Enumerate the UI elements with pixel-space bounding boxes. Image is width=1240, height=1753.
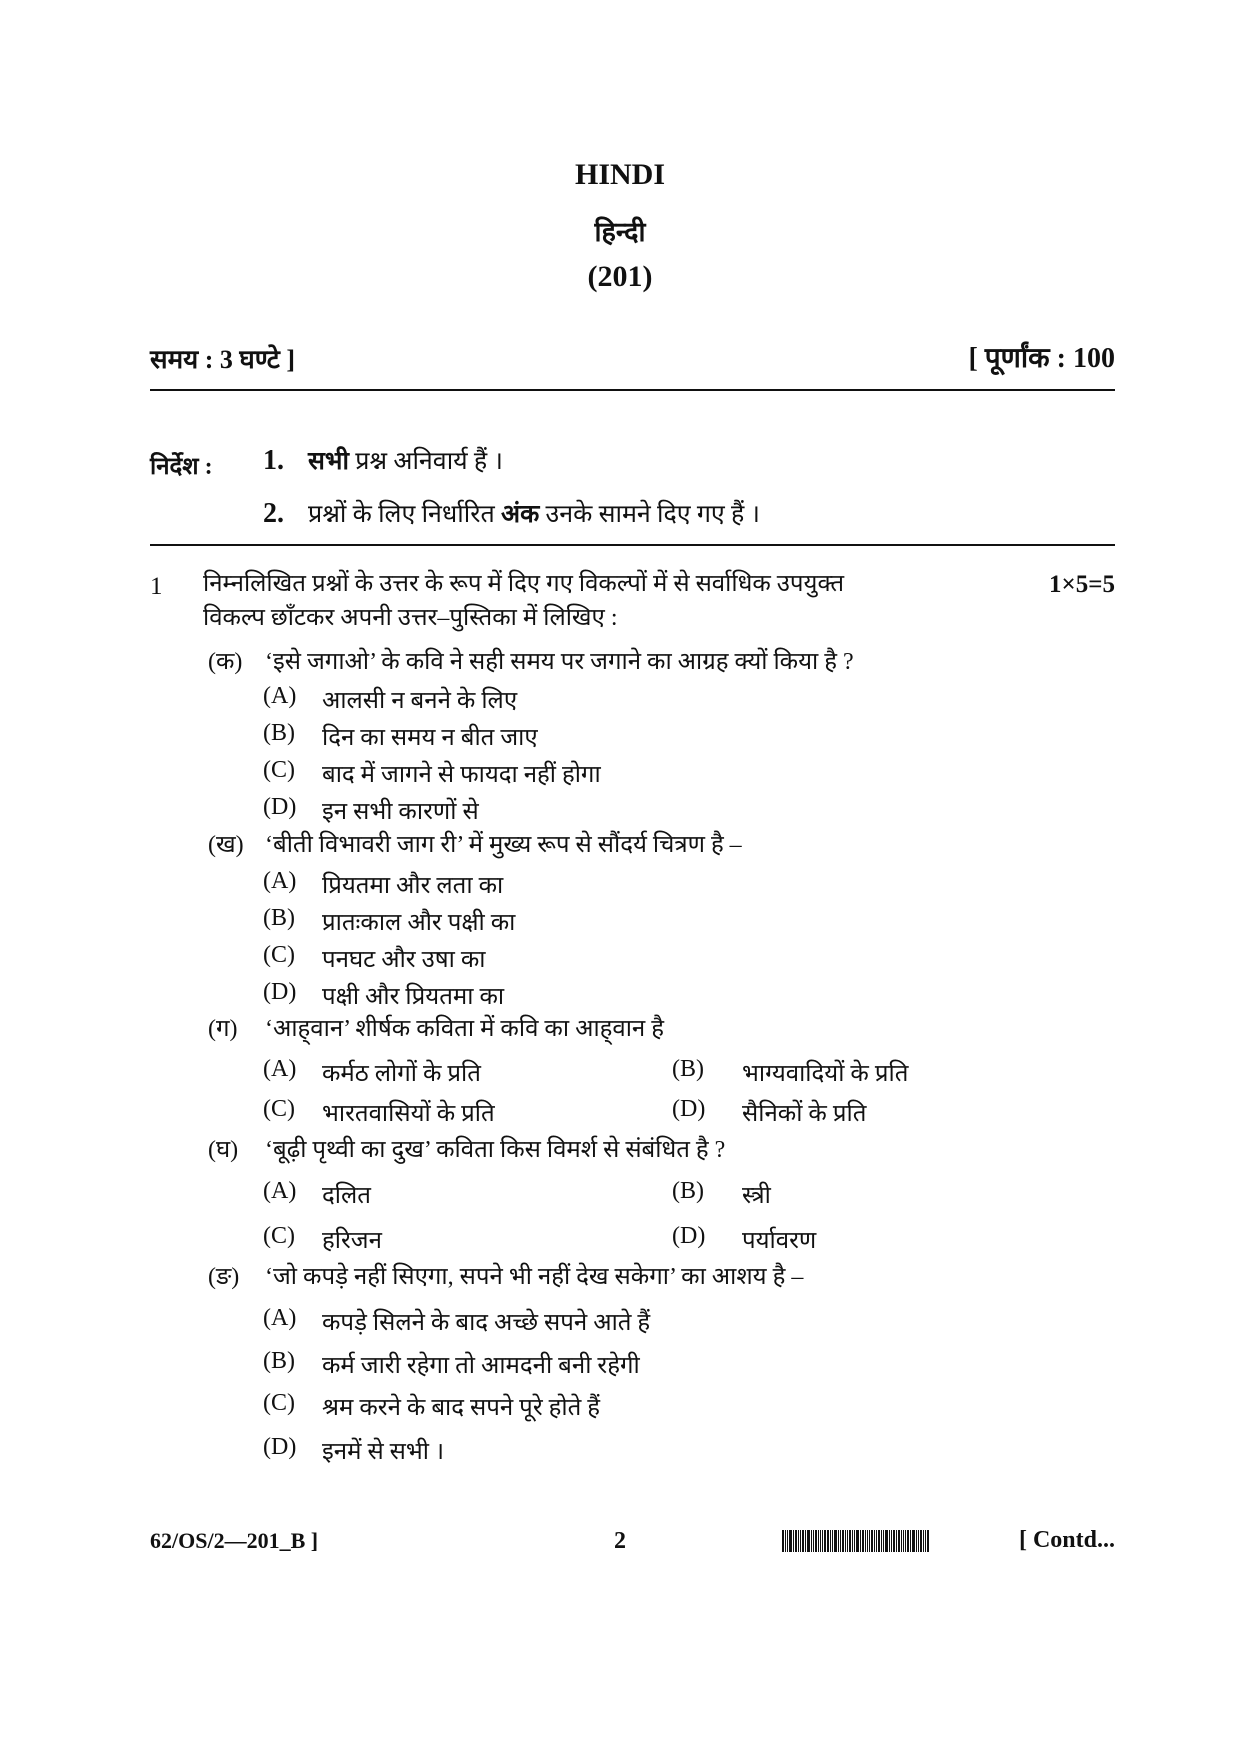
barcode-bar: [845, 1530, 846, 1552]
barcode-bar: [923, 1530, 924, 1552]
barcode-bar: [878, 1530, 880, 1552]
option-label: (B): [672, 1056, 704, 1082]
instruction-item-2: [263, 496, 760, 530]
option-text: पनघट और उषा का: [322, 947, 486, 973]
barcode-bar: [807, 1530, 810, 1552]
question-text-line-2: विकल्प छाँटकर अपनी उत्तर–पुस्तिका में लिखिए :: [203, 605, 618, 631]
option-text: आलसी न बनने के लिए: [322, 688, 518, 714]
barcode-bar: [852, 1530, 853, 1552]
option-label: (B): [672, 1178, 704, 1204]
option-text: पर्यावरण: [742, 1228, 817, 1254]
barcode-bar: [920, 1530, 922, 1552]
barcode-bar: [889, 1530, 890, 1552]
barcode-bar: [901, 1530, 902, 1552]
time-allowed: समय : 3 घण्टे ]: [150, 345, 296, 374]
option-text: प्रातःकाल और पक्षी का: [322, 910, 516, 936]
option-label: (D): [263, 794, 297, 820]
barcode-bar: [912, 1530, 915, 1552]
barcode-bar: [793, 1530, 794, 1552]
instruction-bold-word: सभी: [308, 448, 349, 475]
barcode-bar: [798, 1530, 799, 1552]
option-label: (A): [263, 1305, 297, 1331]
barcode-bar: [898, 1530, 900, 1552]
barcode-bar: [862, 1530, 864, 1552]
barcode-bar: [891, 1530, 892, 1552]
barcode-bar: [905, 1530, 906, 1552]
barcode-bar: [869, 1530, 870, 1552]
barcode-bar: [815, 1530, 817, 1552]
barcode-bar: [795, 1530, 797, 1552]
option-label: (A): [263, 1178, 297, 1204]
option-label: (A): [263, 1056, 297, 1082]
option-text: हरिजन: [322, 1228, 382, 1254]
barcode-bar: [805, 1530, 806, 1552]
barcode-bar: [811, 1530, 812, 1552]
instructions-label: निर्देश :: [150, 454, 213, 480]
option-label: (B): [263, 1348, 295, 1374]
instruction-text: प्रश्न अनिवार्य हैं ।: [348, 448, 503, 475]
option-label: (C): [263, 757, 295, 783]
barcode-bar: [785, 1530, 786, 1552]
part-question: ‘इसे जगाओ’ के कवि ने सही समय पर जगाने का आग्रह क्यों किया है ?: [265, 649, 854, 675]
barcode-bar: [918, 1530, 919, 1552]
barcode-bar: [907, 1530, 909, 1552]
option-label: (A): [263, 868, 297, 894]
option-label: (D): [672, 1096, 706, 1122]
barcode-bar: [813, 1530, 814, 1552]
barcode-bar: [822, 1530, 823, 1552]
barcode-bar: [789, 1530, 792, 1552]
option-text: इनमें से सभी ।: [322, 1439, 445, 1465]
part-label: (ख): [208, 832, 244, 858]
barcode-bar: [830, 1530, 831, 1552]
subject-title-hindi: हिन्दी: [594, 217, 646, 247]
option-text: कर्मठ लोगों के प्रति: [322, 1061, 481, 1087]
contd-label: [ Contd...: [1018, 1527, 1115, 1553]
option-label: (C): [263, 1096, 295, 1122]
barcode-bar: [876, 1530, 877, 1552]
part-question: ‘बीती विभावरी जाग री’ में मुख्य रूप से सौंदर्य चित्रण है –: [265, 832, 742, 858]
part-question: ‘जो कपड़े नहीं सिएगा, सपने भी नहीं देख सकेगा’ का आशय है –: [265, 1264, 804, 1290]
option-text: भारतवासियों के प्रति: [322, 1101, 495, 1127]
barcode-bar: [925, 1530, 926, 1552]
barcode-bar: [847, 1530, 848, 1552]
instruction-text: उनके सामने दिए गए हैं ।: [539, 501, 760, 528]
part-question: ‘आह्‌वान’ शीर्षक कविता में कवि का आह्‌वान है: [265, 1016, 664, 1042]
barcode-bar: [834, 1530, 837, 1552]
option-label: (A): [263, 683, 297, 709]
option-label: (C): [263, 1390, 295, 1416]
barcode-bar: [849, 1530, 851, 1552]
part-label: (क): [208, 649, 243, 675]
barcode: [782, 1530, 930, 1552]
barcode-bar: [800, 1530, 801, 1552]
barcode-bar: [865, 1530, 866, 1552]
divider-bottom: [150, 544, 1115, 546]
option-label: (D): [263, 1434, 297, 1460]
barcode-bar: [854, 1530, 855, 1552]
option-label: (D): [263, 979, 297, 1005]
barcode-bar: [787, 1530, 788, 1552]
instruction-item-1: [263, 443, 503, 477]
option-text: प्रियतमा और लता का: [322, 873, 504, 899]
barcode-bar: [820, 1530, 821, 1552]
barcode-bar: [871, 1530, 873, 1552]
question-text-line-1: निम्नलिखित प्रश्नों के उत्तर के रूप में दिए गए विकल्पों में से सर्वाधिक उपयुक्त: [203, 571, 845, 597]
subject-title-english: HINDI: [574, 158, 665, 191]
question-number: 1: [150, 573, 163, 600]
option-text: दलित: [322, 1183, 371, 1209]
part-label: (घ): [208, 1137, 239, 1163]
part-question: ‘बूढ़ी पृथ्वी का दुख’ कविता किस विमर्श से संबंधित है ?: [265, 1137, 726, 1163]
barcode-bar: [910, 1530, 911, 1552]
barcode-bar: [782, 1530, 784, 1552]
option-text: श्रम करने के बाद सपने पूरे होते हैं: [322, 1395, 601, 1421]
barcode-bar: [840, 1530, 841, 1552]
instruction-bold-word: अंक: [500, 501, 540, 528]
barcode-bar: [885, 1530, 888, 1552]
part-label: (ग): [208, 1016, 238, 1042]
option-text: इन सभी कारणों से: [322, 799, 479, 825]
barcode-bar: [842, 1530, 844, 1552]
part-label: (ङ): [208, 1264, 240, 1290]
barcode-bar: [903, 1530, 904, 1552]
option-text: कर्म जारी रहेगा तो आमदनी बनी रहेगी: [322, 1353, 640, 1379]
barcode-bar: [927, 1530, 929, 1552]
barcode-bar: [893, 1530, 895, 1552]
paper-code: 62/OS/2—201_B ]: [150, 1528, 319, 1553]
barcode-bar: [860, 1530, 861, 1552]
barcode-bar: [832, 1530, 833, 1552]
barcode-bar: [827, 1530, 829, 1552]
option-label: (C): [263, 942, 295, 968]
barcode-bar: [881, 1530, 882, 1552]
instruction-number: 2.: [263, 498, 284, 529]
barcode-bar: [896, 1530, 897, 1552]
instruction-number: 1.: [263, 445, 284, 476]
barcode-bar: [867, 1530, 868, 1552]
option-label: (B): [263, 905, 295, 931]
barcode-bar: [916, 1530, 917, 1552]
option-text: कपड़े सिलने के बाद अच्छे सपने आते हैं: [322, 1310, 651, 1336]
option-label: (B): [263, 720, 295, 746]
barcode-bar: [856, 1530, 859, 1552]
divider-top: [150, 389, 1115, 391]
barcode-bar: [802, 1530, 804, 1552]
barcode-bar: [824, 1530, 826, 1552]
maximum-marks: [ पूर्णांक : 100: [968, 343, 1115, 374]
subject-code: (201): [587, 260, 653, 293]
instruction-text-pre: प्रश्नों के लिए निर्धारित: [308, 501, 501, 528]
option-text: दिन का समय न बीत जाए: [322, 725, 538, 751]
option-text: स्त्री: [742, 1183, 771, 1209]
barcode-bar: [874, 1530, 875, 1552]
question-marks: 1×5=5: [1049, 571, 1115, 598]
option-label: (C): [263, 1223, 295, 1249]
option-text: पक्षी और प्रियतमा का: [322, 984, 505, 1010]
barcode-bar: [818, 1530, 819, 1552]
option-text: भाग्यवादियों के प्रति: [742, 1061, 909, 1087]
option-text: बाद में जागने से फायदा नहीं होगा: [322, 762, 601, 788]
option-label: (D): [672, 1223, 706, 1249]
page-number: 2: [614, 1528, 626, 1554]
barcode-bar: [838, 1530, 839, 1552]
barcode-bar: [883, 1530, 884, 1552]
option-text: सैनिकों के प्रति: [742, 1101, 867, 1127]
